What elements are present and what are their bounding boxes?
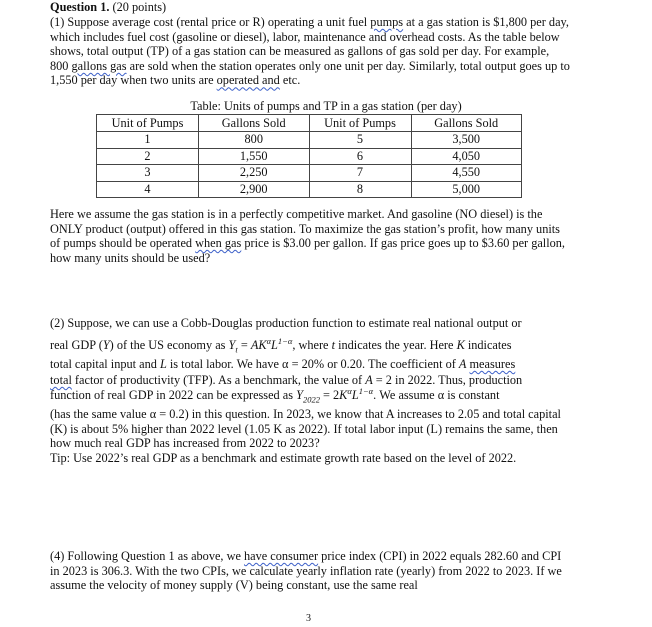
spell-flag: operated and — [216, 73, 280, 88]
equation: $Y_{2022} = 2K^\alpha L^{1-\alpha}$ — [296, 386, 374, 405]
table-row — [97, 181, 522, 198]
part1-intro: (1) Suppose average cost (rental price or R) operating a unit fuel pumps at a gas station is $1,800 per day, which includes fuel cost (gasoline or diesel), labor, maintenance and overhead costs. As the table below shows, total output (TP) of a gas station can be measured as gallons of gas sold per day. For example, 800 gallons gas are sold when the station operates only one unit per day. Similarly, total output goes up to 1,550 per day when two units are operated and etc. — [50, 15, 570, 88]
spell-flag: have consumer — [244, 549, 319, 563]
part1-question: Here we assume the gas station is in a perfectly competitive market. And gasoline (NO diesel) is the ONLY product (output) offered in this gas station. To maximize the gas station’s profit, how many units of pumps should be operated when gas price is $3.00 per gallon. If gas price goes up to $3.60 per gallon, how many units should be used? — [50, 207, 566, 265]
table-cell: 2 — [97, 148, 199, 165]
page-number: 3 — [306, 613, 311, 624]
table-cell: 6 — [309, 148, 411, 165]
table-header-cell: Gallons Sold — [411, 115, 522, 132]
spell-flag: gallons gas — [71, 58, 127, 73]
part2-tip: Tip: Use 2022’s real GDP as a benchmark and estimate growth rate based on the level of 2022. — [50, 450, 517, 465]
table-cell: 1 — [97, 132, 199, 149]
table-cell: 4,550 — [411, 165, 522, 182]
table-row — [97, 165, 522, 182]
part2-line: (has the same value α = 0.2) in this question. In 2023, we know that A increases to 2.05 and total capital (K) is about 5% higher than 2022 level (1.05 K as 2022). If total labor input (L) remains the same, then how much real GDP has increased from 2022 to 2023? — [50, 406, 561, 451]
spell-flag: pumps — [370, 15, 404, 29]
part2-block — [50, 316, 570, 465]
table-cell: 2,250 — [199, 165, 310, 182]
table-cell: 800 — [199, 132, 310, 149]
table-cell: 2,900 — [199, 181, 310, 198]
table-cell: 1,550 — [199, 148, 310, 165]
part2-line: total factor of productivity (TFP). As a benchmark, the value of A = 2 in 2022. Thus, production — [50, 372, 523, 387]
table-cell: 3,500 — [411, 132, 522, 149]
table-cell: 4 — [97, 181, 199, 198]
spell-flag: when gas — [195, 236, 242, 251]
table-cell: 7 — [309, 165, 411, 182]
table-header-cell: Unit of Pumps — [97, 115, 199, 132]
table-caption: Table: Units of pumps and TP in a gas station (per day) — [190, 99, 462, 113]
equation: $Y_t = AK^\alpha L^{1-\alpha}$ — [228, 335, 293, 355]
part2-line: real GDP (Y) of the US economy as $Y_t = AK^\alpha L^{1-\alpha}$, where t indicates the year. Here K indicates — [50, 335, 512, 355]
table-cell: 8 — [309, 181, 411, 198]
part2-line: function of real GDP in 2022 can be expressed as $Y_{2022} = 2K^\alpha L^{1-\alpha}$. We assume α is constant — [50, 386, 500, 405]
pumps-table — [96, 114, 522, 198]
part2-line: total capital input and L is total labor. We have α = 20% or 0.20. The coefficient of A measures — [50, 357, 516, 372]
table-header-cell: Unit of Pumps — [309, 115, 411, 132]
table-row — [97, 148, 522, 165]
table-cell: 3 — [97, 165, 199, 182]
part2-line: (2) Suppose, we can use a Cobb-Douglas production function to estimate real national output or — [50, 316, 522, 330]
table-header-row — [97, 115, 522, 132]
question-number: Question 1. — [50, 0, 110, 14]
question-title — [50, 0, 570, 15]
table-header-cell: Gallons Sold — [199, 115, 310, 132]
table-cell: 4,050 — [411, 148, 522, 165]
table-cell: 5,000 — [411, 181, 522, 198]
table-cell: 5 — [309, 132, 411, 149]
part4-text: (4) Following Question 1 as above, we have consumer price index (CPI) in 2022 equals 282.60 and CPI in 2023 is 306.3. With the two CPIs, we calculate yearly inflation rate (yearly) from 2022 to 2023. If we assume the velocity of money supply (V) being constant, use the same real — [50, 549, 562, 593]
question-points: (20 points) — [112, 0, 167, 14]
spell-flag: total — [50, 372, 72, 387]
spell-flag: measures — [469, 357, 516, 372]
table-row — [97, 132, 522, 149]
